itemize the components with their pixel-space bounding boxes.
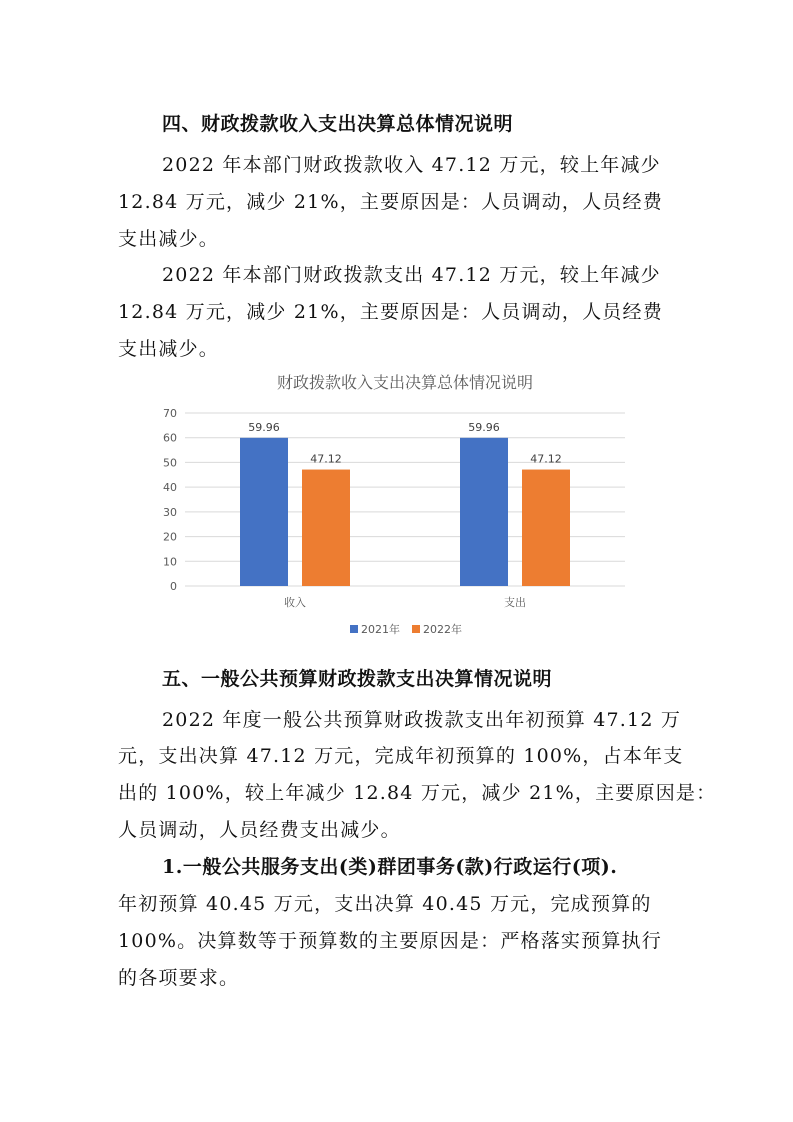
legend-swatch bbox=[412, 625, 420, 633]
paragraph-line: 支出减少。 bbox=[118, 228, 220, 250]
legend-swatch bbox=[350, 625, 358, 633]
data-label: 59.96 bbox=[468, 420, 500, 434]
y-tick-label: 60 bbox=[163, 431, 177, 445]
x-tick-label: 收入 bbox=[284, 596, 306, 609]
paragraph-line: 2022 年度一般公共预算财政拨款支出年初预算 47.12 万 bbox=[162, 709, 682, 731]
x-tick-label: 支出 bbox=[504, 596, 526, 609]
data-label: 47.12 bbox=[310, 452, 342, 466]
section-4-heading: 四、财政拨款收入支出决算总体情况说明 bbox=[162, 113, 514, 135]
item-1-heading: 1.一般公共服务支出(类)群团事务(款)行政运行(项). bbox=[162, 856, 618, 878]
paragraph-line: 的各项要求。 bbox=[118, 967, 240, 989]
bar bbox=[240, 438, 288, 586]
y-tick-label: 40 bbox=[163, 481, 177, 495]
y-tick-label: 0 bbox=[170, 580, 177, 593]
paragraph-line: 12.84 万元，减少 21%，主要原因是：人员调动，人员经费 bbox=[118, 191, 663, 213]
bar bbox=[522, 470, 570, 586]
section-5-heading: 五、一般公共预算财政拨款支出决算情况说明 bbox=[162, 668, 553, 690]
paragraph-line: 支出减少。 bbox=[118, 338, 220, 360]
bar bbox=[302, 470, 350, 586]
y-tick-label: 70 bbox=[163, 407, 177, 420]
chart-title: 财政拨款收入支出决算总体情况说明 bbox=[276, 373, 534, 392]
paragraph-line: 人员调动，人员经费支出减少。 bbox=[118, 819, 401, 841]
legend-label: 2021年 bbox=[361, 623, 400, 636]
paragraph-line: 12.84 万元，减少 21%，主要原因是：人员调动，人员经费 bbox=[118, 301, 663, 323]
data-label: 59.96 bbox=[248, 420, 280, 434]
y-tick-label: 10 bbox=[163, 555, 177, 569]
paragraph-line: 2022 年本部门财政拨款收入 47.12 万元，较上年减少 bbox=[162, 154, 661, 176]
data-label: 47.12 bbox=[530, 452, 562, 466]
paragraph-line: 2022 年本部门财政拨款支出 47.12 万元，较上年减少 bbox=[162, 264, 661, 286]
bar bbox=[460, 438, 508, 586]
y-tick-label: 50 bbox=[163, 456, 177, 470]
paragraph-line: 年初预算 40.45 万元，支出决算 40.45 万元，完成预算的 bbox=[118, 893, 652, 915]
y-tick-label: 30 bbox=[163, 505, 177, 519]
paragraph-line: 100%。决算数等于预算数的主要原因是：严格落实预算执行 bbox=[118, 930, 662, 952]
paragraph-line: 元，支出决算 47.12 万元，完成年初预算的 100%，占本年支 bbox=[118, 745, 684, 767]
paragraph-line: 出的 100%，较上年减少 12.84 万元，减少 21%，主要原因是： bbox=[118, 782, 717, 804]
y-tick-label: 20 bbox=[163, 530, 177, 544]
bar-chart bbox=[130, 368, 650, 643]
legend-label: 2022年 bbox=[423, 623, 462, 636]
